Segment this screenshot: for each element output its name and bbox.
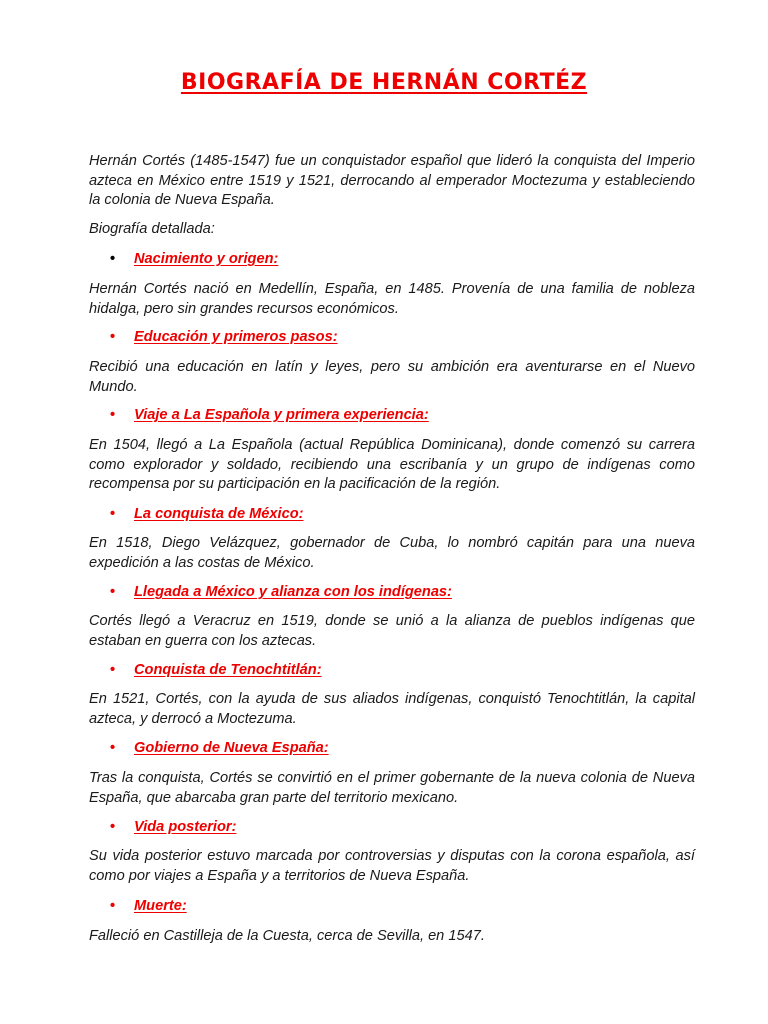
bullet-icon: •: [110, 819, 116, 835]
page-title: BIOGRAFÍA DE HERNÁN CORTÉZ: [180, 70, 588, 95]
section-text-nacimiento: Hernán Cortés nació en Medellín, España, en 1485. Provenía de una familia de nobleza hidalga, pero sin grandes recursos económicos.: [89, 281, 695, 317]
section-text-viaje: En 1504, llegó a La Española (actual República Dominicana), donde comenzó su carrera como explorador y soldado, recibiendo una escribanía y un grupo de indígenas como recompensa por su participación en la pacificación de la región.: [89, 437, 695, 492]
section-heading-label: Gobierno de Nueva España:: [134, 740, 329, 756]
section-heading-label: Viaje a La Española y primera experiencia:: [134, 407, 429, 423]
section-heading-label: Nacimiento y origen:: [134, 251, 279, 267]
section-text-tenochtitlan: En 1521, Cortés, con la ayuda de sus aliados indígenas, conquistó Tenochtitlán, la capital azteca, y derrocó a Moctezuma.: [89, 691, 695, 727]
bullet-icon: •: [110, 251, 116, 267]
bullet-icon: •: [110, 898, 116, 914]
bullet-icon: •: [110, 584, 116, 600]
section-heading-label: Educación y primeros pasos:: [134, 329, 338, 345]
bullet-icon: •: [110, 506, 116, 522]
section-heading-label: Llegada a México y alianza con los indígenas:: [134, 584, 452, 600]
section-text-gobierno: Tras la conquista, Cortés se convirtió en el primer gobernante de la nueva colonia de Nueva España, que abarcaba gran parte del territorio mexicano.: [89, 770, 695, 806]
bullet-icon: •: [110, 329, 116, 345]
section-text-llegada: Cortés llegó a Veracruz en 1519, donde se unió a la alianza de pueblos indígenas que estaban en guerra con los aztecas.: [89, 613, 695, 649]
section-heading-nacimiento: [110, 250, 278, 270]
section-heading-muerte: [110, 897, 187, 917]
section-text-muerte: Falleció en Castilleja de la Cuesta, cerca de Sevilla, en 1547.: [89, 928, 485, 944]
section-heading-viaje: [110, 406, 429, 426]
section-heading-tenochtitlan: [110, 661, 322, 681]
section-heading-gobierno: [110, 739, 329, 759]
section-heading-conquista-mexico: [110, 505, 303, 525]
section-heading-educacion: [110, 328, 338, 348]
bullet-icon: •: [110, 740, 116, 756]
section-text-conquista-mexico: En 1518, Diego Velázquez, gobernador de Cuba, lo nombró capitán para una nueva expedición a las costas de México.: [89, 535, 695, 571]
section-text-educacion: Recibió una educación en latín y leyes, pero su ambición era aventurarse en el Nuevo Mundo.: [89, 359, 695, 395]
section-heading-llegada: [110, 583, 452, 603]
detail-label: Biografía detallada:: [89, 221, 215, 237]
section-heading-label: La conquista de México:: [134, 506, 304, 522]
intro-paragraph: Hernán Cortés (1485-1547) fue un conquistador español que lideró la conquista del Imperio azteca en México entre 1519 y 1521, derrocando al emperador Moctezuma y estableciendo la colonia de Nueva España.: [89, 153, 695, 208]
section-heading-vida-posterior: [110, 818, 236, 838]
bullet-icon: •: [110, 662, 116, 678]
section-heading-label: Vida posterior:: [134, 819, 237, 835]
section-text-vida-posterior: Su vida posterior estuvo marcada por controversias y disputas con la corona española, así como por viajes a España y a territorios de Nueva España.: [89, 848, 695, 884]
bullet-icon: •: [110, 407, 116, 423]
section-heading-label: Muerte:: [134, 898, 187, 914]
section-heading-label: Conquista de Tenochtitlán:: [134, 662, 322, 678]
